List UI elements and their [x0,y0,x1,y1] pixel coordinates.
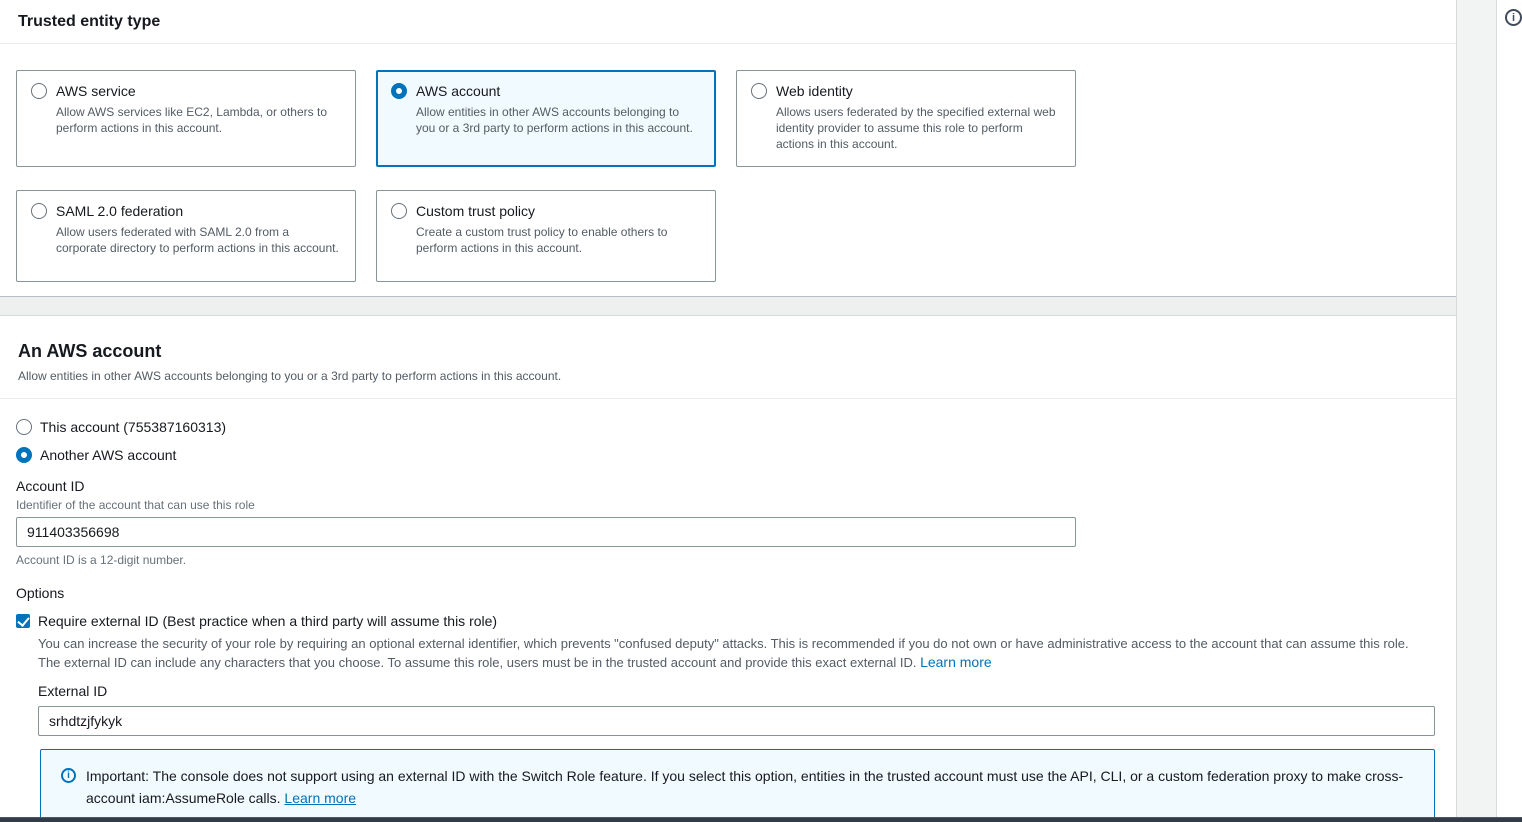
bottom-bar [0,817,1522,822]
side-panel-gutter [1456,0,1497,817]
alert-learn-more-link[interactable]: Learn more [284,790,357,806]
radio-label: Another AWS account [40,447,177,463]
radio-unselected-icon[interactable] [16,419,32,435]
learn-more-link[interactable]: Learn more [920,654,992,670]
card-aws-service[interactable] [16,70,356,167]
panel-title: An AWS account [18,341,162,361]
card-description: Allows users federated by the specified external web identity provider to assume this role to perform actions in this account. [776,105,1056,151]
external-id-block [38,682,1440,736]
radio-unselected-icon[interactable] [31,203,47,219]
an-aws-account-panel [0,315,1456,817]
alert-message: Important: The console does not support using an external ID with the Switch Role feature. If you select this option, entities in the trusted account must use the API, CLI, or a custom federation proxy to make cross-account iam:AssumeRole calls. [86,768,1404,806]
external-id-info-alert [40,749,1435,817]
require-external-id-checkbox-row[interactable] [16,611,1440,631]
account-id-label: Account ID [16,478,85,494]
divider [0,398,1456,399]
external-id-label: External ID [38,683,108,699]
card-saml-federation[interactable] [16,190,356,282]
help-info-icon[interactable]: i [1505,9,1522,26]
card-description: Allow users federated with SAML 2.0 from a corporate directory to perform actions in this account. [56,225,339,255]
card-aws-account[interactable] [376,70,716,167]
card-web-identity[interactable] [736,70,1076,167]
checkbox-checked-icon[interactable] [16,614,30,628]
panel-title: Trusted entity type [18,13,161,30]
panel-description: Allow entities in other AWS accounts belonging to you or a 3rd party to perform actions in this account. [18,369,562,383]
panel-gap [0,297,1456,315]
description-text: You can increase the security of your role by requiring an optional external identifier, which prevents "confused deputy" attacks. This is recommended if you do not own or have administrative access to the account that can assume this role. The external ID can include any characters that you choose. To assume this role, users must be in the trusted account and provide this exact external ID. [38,636,1409,670]
radio-unselected-icon[interactable] [751,83,767,99]
radio-another-aws-account[interactable] [16,445,1440,465]
checkbox-label: Require external ID (Best practice when a third party will assume this role) [38,613,498,629]
card-description: Allow AWS services like EC2, Lambda, or others to perform actions in this account. [56,105,327,135]
card-description: Create a custom trust policy to enable others to perform actions in this account. [416,225,668,255]
account-id-description: Identifier of the account that can use this role [16,498,255,512]
radio-unselected-icon[interactable] [391,203,407,219]
card-custom-trust-policy[interactable] [376,190,716,282]
options-label: Options [16,585,65,601]
card-description: Allow entities in other AWS accounts belonging to you or a 3rd party to perform actions in this account. [416,105,693,135]
card-label: AWS service [56,83,136,99]
alert-text [86,765,1414,809]
card-label: SAML 2.0 federation [56,203,184,219]
an-aws-account-header [0,316,1456,384]
account-id-helper: Account ID is a 12-digit number. [16,553,187,567]
entity-type-cards [0,44,1456,282]
card-label: Custom trust policy [416,203,536,219]
radio-this-account[interactable] [16,417,1440,437]
info-icon: i [61,768,76,783]
radio-unselected-icon[interactable] [31,83,47,99]
card-label: Web identity [776,83,853,99]
radio-selected-icon[interactable] [391,83,407,99]
require-external-id-description [38,634,1430,672]
radio-selected-icon[interactable] [16,447,32,463]
card-label: AWS account [416,83,501,99]
trusted-entity-type-header [0,0,1456,44]
account-id-input[interactable] [16,517,1076,547]
radio-label: This account (755387160313) [40,419,227,435]
external-id-input[interactable] [38,706,1435,736]
trusted-entity-type-panel [0,0,1456,297]
